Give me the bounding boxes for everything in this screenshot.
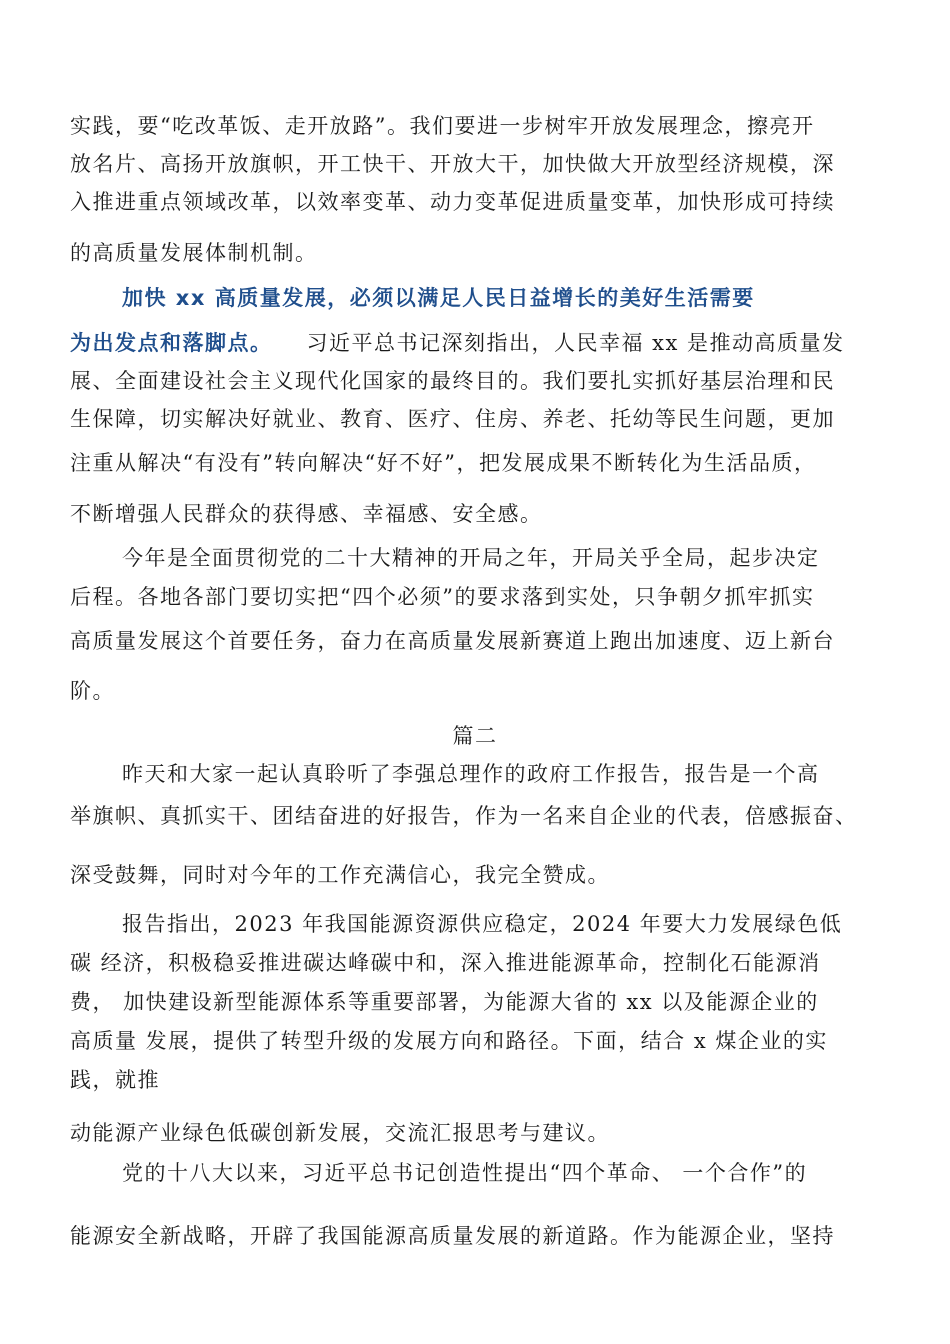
text-line: 举旗帜、真抓实干、团结奋进的好报告，作为一名来自企业的代表，倍感振奋、 xyxy=(70,804,858,828)
text-line: 报告指出，2023 年我国能源资源供应稳定，2024 年要大力发展绿色低 xyxy=(122,912,843,936)
section-heading-continued: 为出发点和落脚点。 xyxy=(70,331,273,355)
text-line: 注重从解决“有没有”转向解决“好不好”，把发展成果不断转化为生活品质， xyxy=(70,451,817,475)
text-line: 深受鼓舞，同时对今年的工作充满信心，我完全赞成。 xyxy=(70,863,610,887)
text-line: 实践，要“吃改革饭、走开放路”。我们要进一步树牢开放发展理念，擦亮开 xyxy=(70,114,815,138)
section-title: 篇二 xyxy=(452,724,498,748)
text-line: 践，就推 xyxy=(70,1068,160,1092)
text-line: 党的十八大以来，习近平总书记创造性提出“四个革命、 一个合作”的 xyxy=(122,1161,808,1185)
text-line: 费， 加快建设新型能源体系等重要部署，为能源大省的 xx 以及能源企业的 xyxy=(70,990,819,1014)
text-line: 能源安全新战略，开辟了我国能源高质量发展的新道路。作为能源企业，坚持 xyxy=(70,1224,835,1248)
text-line: 高质量 发展，提供了转型升级的发展方向和路径。下面，结合 x 煤企业的实 xyxy=(70,1029,828,1053)
text-line: 的高质量发展体制机制。 xyxy=(70,241,318,265)
text-line: 放名片、高扬开放旗帜，开工快干、开放大干，加快做大开放型经济规模，深 xyxy=(70,152,835,176)
text-segment: 习近平总书记深刻指出，人民幸福 xx 是推动高质量发 xyxy=(306,331,845,355)
text-line: 碳 经济，积极稳妥推进碳达峰碳中和，深入推进能源革命，控制化石能源消 xyxy=(70,951,821,975)
section-heading: 加快 xx 高质量发展，必须以满足人民日益增长的美好生活需要 xyxy=(122,286,755,310)
text-line: 动能源产业绿色低碳创新发展，交流汇报思考与建议。 xyxy=(70,1121,610,1145)
text-line: 展、全面建设社会主义现代化国家的最终目的。我们要扎实抓好基层治理和民 xyxy=(70,369,835,393)
text-line: 阶。 xyxy=(70,679,115,703)
text-line xyxy=(70,329,845,357)
text-line: 生保障，切实解决好就业、教育、医疗、住房、养老、托幼等民生问题，更加 xyxy=(70,407,835,431)
text-line: 高质量发展这个首要任务，奋力在高质量发展新赛道上跑出加速度、迈上新台 xyxy=(70,629,835,653)
text-line: 昨天和大家一起认真聆听了李强总理作的政府工作报告，报告是一个高 xyxy=(122,762,820,786)
text-line: 入推进重点领域改革，以效率变革、动力变革促进质量变革，加快形成可持续 xyxy=(70,190,835,214)
text-line: 不断增强人民群众的获得感、幸福感、安全感。 xyxy=(70,502,543,526)
text-line: 后程。各地各部门要切实把“四个必须”的要求落到实处，只争朝夕抓牢抓实 xyxy=(70,585,815,609)
text-line: 今年是全面贯彻党的二十大精神的开局之年，开局关乎全局，起步决定 xyxy=(122,546,820,570)
